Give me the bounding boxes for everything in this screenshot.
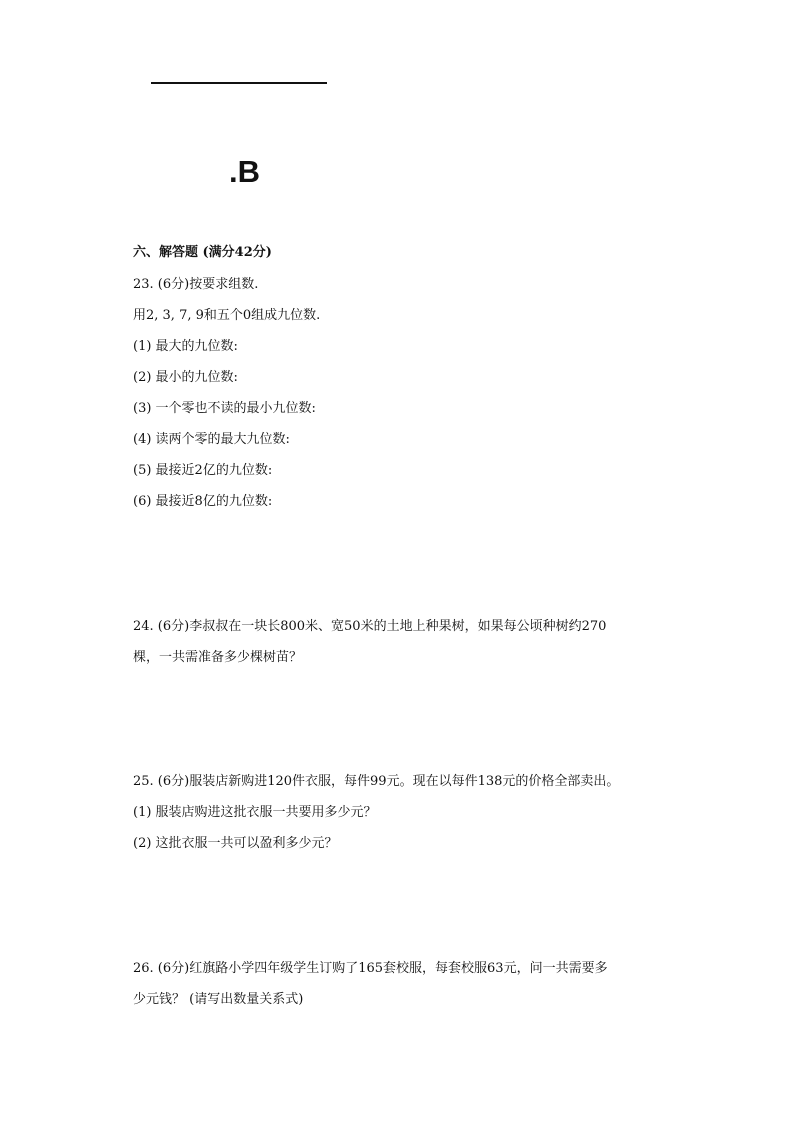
answer-option-label: .B	[229, 154, 260, 189]
answer-blank-line	[151, 82, 327, 84]
question-25-line-1: 25. (6分)服装店新购进120件衣服，每件99元。现在以每件138元的价格全部卖出。	[133, 774, 620, 789]
question-23-item-1: (1) 最大的九位数:	[133, 339, 238, 354]
question-23-item-2: (2) 最小的九位数:	[133, 370, 238, 385]
question-26-line-2: 少元钱？ (请写出数量关系式)	[133, 992, 304, 1007]
question-23-item-4: (4) 读两个零的最大九位数:	[133, 432, 290, 447]
question-23-title: 23. (6分)按要求组数.	[133, 277, 259, 292]
question-25-item-2: (2) 这批衣服一共可以盈利多少元？	[133, 836, 338, 851]
question-25-item-1: (1) 服装店购进这批衣服一共要用多少元？	[133, 805, 377, 820]
question-26-line-1: 26. (6分)红旗路小学四年级学生订购了165套校服，每套校服63元，问一共需要多	[133, 961, 608, 976]
section-heading: 六、解答题 (满分42分)	[133, 245, 272, 260]
question-23-item-6: (6) 最接近8亿的九位数:	[133, 494, 273, 509]
question-24-line-2: 棵，一共需准备多少棵树苗？	[133, 650, 303, 665]
question-24-line-1: 24. (6分)李叔叔在一块长800米、宽50米的土地上种果树，如果每公顷种树约270	[133, 619, 607, 634]
question-23-item-3: (3) 一个零也不读的最小九位数:	[133, 401, 316, 416]
question-23-item-5: (5) 最接近2亿的九位数:	[133, 463, 273, 478]
question-23-intro: 用2, 3, 7, 9和五个0组成九位数.	[133, 308, 321, 323]
